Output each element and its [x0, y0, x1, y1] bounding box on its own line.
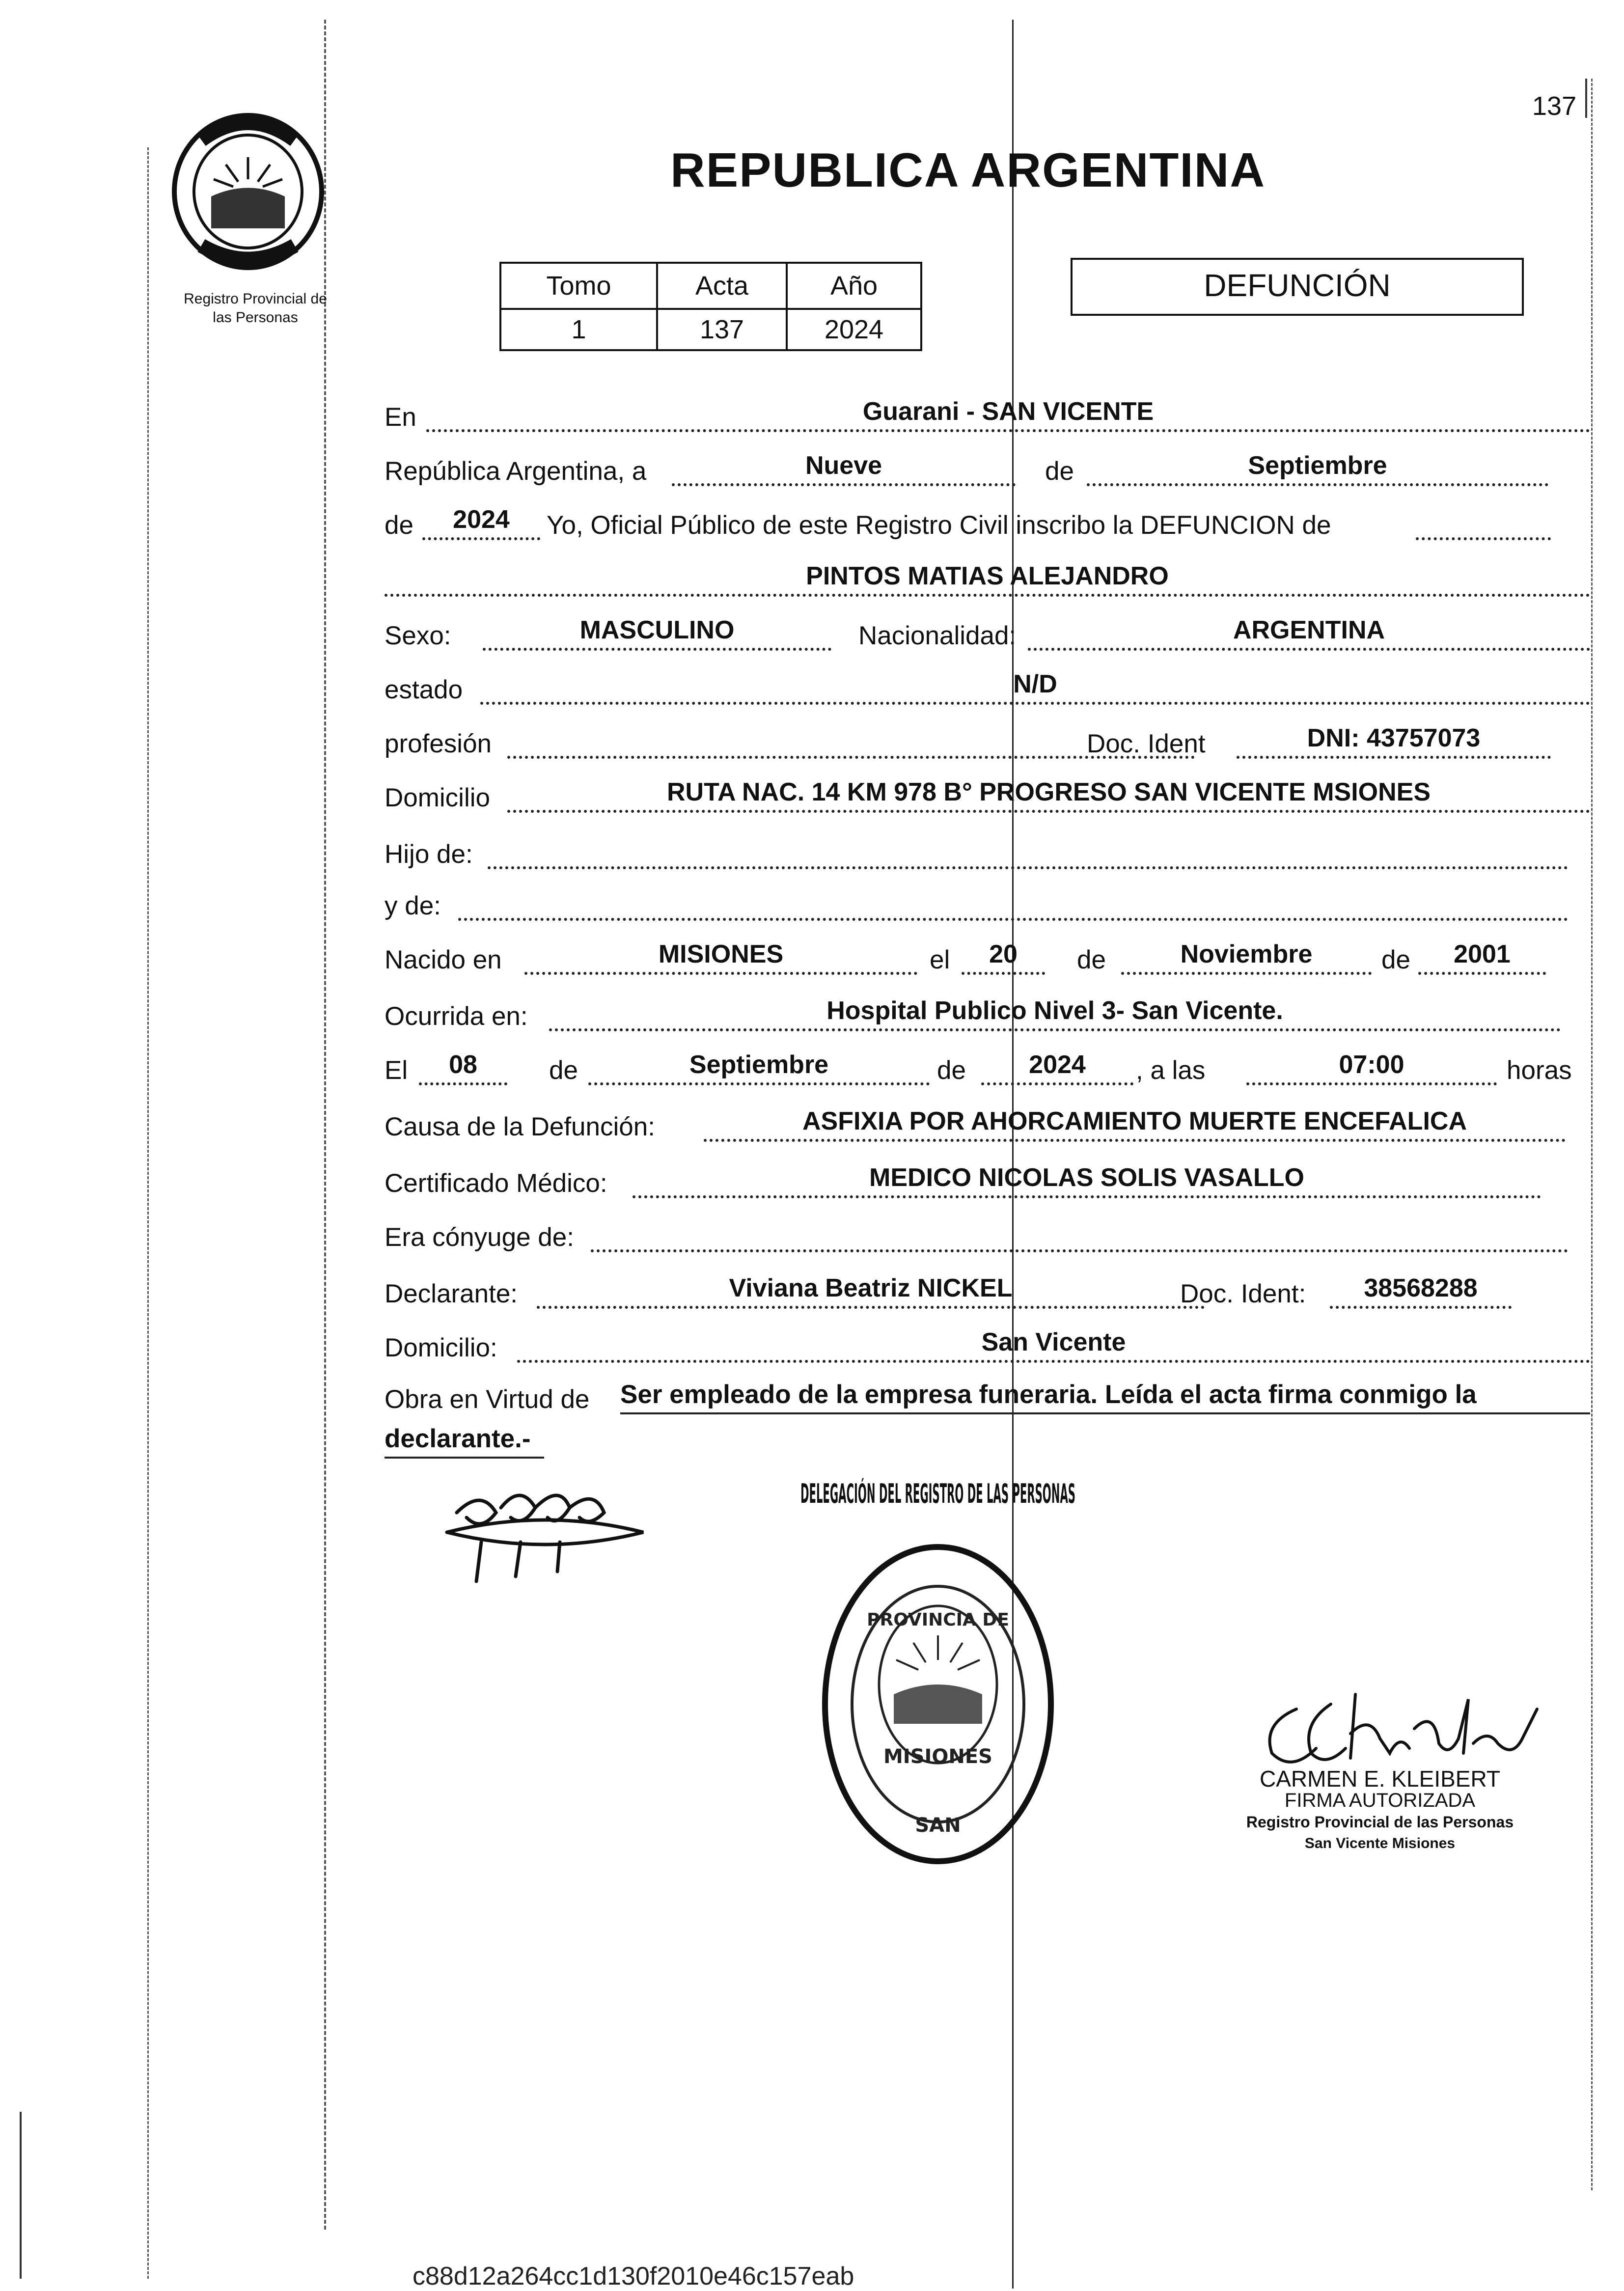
- value-obra-line2: declarante.-: [385, 1424, 531, 1453]
- value-birth-day: 20: [989, 940, 1018, 968]
- label-horas: horas: [1507, 1056, 1572, 1085]
- label-certificado: Certificado Médico:: [385, 1169, 607, 1198]
- stamp-outer-text: DELEGACIÓN DEL REGISTRO DE LAS PERSONAS: [800, 1478, 1075, 1509]
- field-domicilio: [507, 775, 1590, 813]
- field-death-month: [588, 1048, 930, 1085]
- value-death-year: 2024: [1029, 1050, 1086, 1079]
- field-yde: [458, 883, 1568, 921]
- official-office-line2: San Vicente Misiones: [1304, 1835, 1456, 1851]
- stamp-inner-bottom: MISIONES: [883, 1745, 992, 1768]
- field-ocurrida: [549, 994, 1561, 1031]
- row-causa: [385, 1103, 1593, 1142]
- row-certificado: [385, 1159, 1593, 1198]
- label-declarante: Declarante:: [385, 1279, 518, 1308]
- value-nacido-place: MISIONES: [658, 940, 784, 968]
- record-table-value-row: [500, 309, 921, 350]
- value-ano: 2024: [787, 309, 921, 350]
- field-hijo: [488, 832, 1568, 869]
- registry-stamp: [776, 1449, 1100, 1920]
- field-en: [426, 395, 1590, 432]
- value-deceased-name: PINTOS MATIAS ALEJANDRO: [806, 562, 1169, 590]
- label-hijo: Hijo de:: [385, 840, 473, 869]
- label-republica: República Argentina, a: [385, 457, 647, 486]
- label-domicilio-declarante: Domicilio:: [385, 1333, 497, 1362]
- value-birth-month: Noviembre: [1180, 940, 1313, 968]
- value-certificado: MEDICO NICOLAS SOLIS VASALLO: [869, 1163, 1304, 1192]
- value-day: Nueve: [805, 451, 882, 480]
- value-year: 2024: [453, 505, 510, 534]
- registry-label-line2: las Personas: [213, 309, 298, 326]
- left-margin-dashed-line: [324, 20, 326, 2230]
- label-declarante-doc: Doc. Ident:: [1180, 1279, 1306, 1308]
- value-estado: N/D: [1013, 670, 1057, 698]
- footer-hash-container: [413, 2262, 904, 2291]
- field-deceased-name: [385, 559, 1590, 597]
- field-certificado: [633, 1161, 1541, 1198]
- value-nacionalidad: ARGENTINA: [1233, 616, 1385, 644]
- field-birth-month: [1121, 938, 1372, 975]
- row-conyuge: [385, 1213, 1593, 1252]
- row-domicilio: [385, 773, 1593, 813]
- field-death-time: [1246, 1048, 1497, 1085]
- document-title: REPUBLICA ARGENTINA: [670, 143, 1266, 197]
- field-year: [422, 503, 540, 540]
- official-block: [1223, 1768, 1537, 1854]
- label-domicilio: Domicilio: [385, 783, 490, 812]
- row-death-date: [385, 1046, 1593, 1085]
- row-sexo: [385, 611, 1593, 651]
- declarant-signature: [437, 1478, 653, 1596]
- label-estado: estado: [385, 675, 463, 704]
- stamp-bottom-text: SAN: [915, 1814, 961, 1837]
- field-causa: [704, 1104, 1566, 1142]
- value-declarante-doc: 38568288: [1364, 1274, 1478, 1302]
- value-birth-year: 2001: [1454, 940, 1511, 968]
- value-causa: ASFIXIA POR AHORCAMIENTO MUERTE ENCEFALICA: [802, 1107, 1467, 1135]
- value-tomo: 1: [500, 309, 657, 350]
- row-profesion: [385, 719, 1593, 759]
- row-hijo: [385, 830, 1593, 869]
- field-declarante: [537, 1271, 1205, 1309]
- label-de-6: de: [937, 1056, 966, 1085]
- value-domicilio-declarante: San Vicente: [981, 1328, 1126, 1356]
- label-ocurrida: Ocurrida en:: [385, 1002, 528, 1031]
- field-sexo: [483, 613, 831, 651]
- label-nacionalidad: Nacionalidad:: [858, 621, 1017, 650]
- label-doc-ident: Doc. Ident: [1087, 729, 1206, 758]
- field-conyuge: [591, 1215, 1568, 1252]
- row-estado: [385, 665, 1593, 705]
- record-table: [499, 262, 922, 351]
- document-type-box: DEFUNCIÓN: [1071, 258, 1524, 316]
- value-domicilio: RUTA NAC. 14 KM 978 B° PROGRESO SAN VICENTE MSIONES: [666, 778, 1431, 806]
- row-fecha-inscripcion: [385, 447, 1593, 486]
- label-de-5: de: [549, 1056, 578, 1085]
- right-margin-rule: [1585, 79, 1587, 118]
- value-acta: 137: [657, 309, 787, 350]
- label-en: En: [385, 403, 416, 432]
- row-obra: [385, 1375, 1593, 1414]
- value-sexo: MASCULINO: [579, 616, 735, 644]
- footer-hash: c88d12a264cc1d130f2010e46c157eab: [413, 2262, 854, 2291]
- label-de-4: de: [1381, 945, 1410, 974]
- label-alas: , a las: [1136, 1056, 1206, 1085]
- field-birth-day: [962, 938, 1045, 975]
- row-inscripcion: [385, 501, 1593, 540]
- record-table-header-row: [500, 263, 921, 309]
- label-de-2: de: [385, 511, 413, 540]
- label-obra: Obra en Virtud de: [385, 1385, 590, 1414]
- value-death-day: 08: [449, 1050, 477, 1079]
- header-acta: Acta: [657, 263, 787, 309]
- label-de-1: de: [1045, 457, 1074, 486]
- label-nacido: Nacido en: [385, 945, 502, 974]
- row-en: [385, 393, 1593, 432]
- value-month: Septiembre: [1248, 451, 1387, 480]
- registry-label-line1: Registro Provincial de: [184, 291, 327, 307]
- official-signature: [1242, 1680, 1547, 1778]
- label-el-2: El: [385, 1056, 408, 1085]
- header-ano: Año: [787, 263, 921, 309]
- left-edge-rule: [20, 2112, 22, 2279]
- row-deceased-name: [385, 557, 1593, 597]
- row-nacido: [385, 936, 1593, 975]
- label-sexo: Sexo:: [385, 621, 451, 650]
- value-death-time: 07:00: [1339, 1050, 1404, 1079]
- value-ocurrida: Hospital Publico Nivel 3- San Vicente.: [826, 996, 1283, 1025]
- field-death-year: [981, 1048, 1133, 1085]
- field-death-day: [419, 1048, 507, 1085]
- field-domicilio-declarante: [517, 1325, 1590, 1363]
- row-obra-2: [385, 1419, 547, 1459]
- row-ocurrida: [385, 992, 1593, 1031]
- label-causa: Causa de la Defunción:: [385, 1112, 655, 1141]
- value-declarante: Viviana Beatriz NICKEL: [729, 1274, 1013, 1302]
- center-fold-line: [1012, 20, 1014, 2289]
- registry-label: [157, 290, 354, 327]
- value-en: Guarani - SAN VICENTE: [862, 397, 1154, 426]
- field-doc-ident: [1237, 721, 1551, 759]
- field-estado: [480, 667, 1590, 705]
- field-birth-year: [1418, 938, 1546, 975]
- label-yde: y de:: [385, 891, 441, 920]
- value-doc-ident: DNI: 43757073: [1307, 724, 1481, 752]
- label-el: el: [930, 945, 950, 974]
- label-conyuge: Era cónyuge de:: [385, 1223, 574, 1252]
- value-obra-line1: Ser empleado de la empresa funeraria. Leída el acta firma conmigo la: [620, 1380, 1477, 1409]
- page-number: 137: [1532, 91, 1577, 121]
- row-declarante: [385, 1270, 1593, 1309]
- official-name: CARMEN E. KLEIBERT: [1260, 1766, 1500, 1792]
- provincial-seal-logo: [167, 110, 329, 273]
- field-declarante-doc: [1330, 1271, 1512, 1309]
- field-inscripcion-trailer: [1416, 503, 1551, 540]
- field-nacido-place: [524, 938, 917, 975]
- stamp-inner-top: PROVINCIA DE: [867, 1610, 1009, 1630]
- row-domicilio-declarante: [385, 1324, 1593, 1363]
- field-month: [1087, 449, 1548, 486]
- label-de-3: de: [1077, 945, 1106, 974]
- field-obra-line2: [385, 1422, 544, 1459]
- label-profesion: profesión: [385, 729, 492, 758]
- row-yde: [385, 882, 1593, 921]
- left-outer-dashed-line: [147, 147, 149, 2279]
- field-day: [672, 449, 1016, 486]
- official-office-line1: Registro Provincial de las Personas: [1246, 1813, 1514, 1831]
- field-nacionalidad: [1028, 613, 1590, 651]
- field-obra-line1: [620, 1378, 1590, 1414]
- official-role: FIRMA AUTORIZADA: [1284, 1790, 1476, 1811]
- header-tomo: Tomo: [500, 263, 657, 309]
- value-death-month: Septiembre: [689, 1050, 829, 1079]
- label-inscripcion: Yo, Oficial Público de este Registro Civil inscribo la DEFUNCION de: [547, 511, 1331, 540]
